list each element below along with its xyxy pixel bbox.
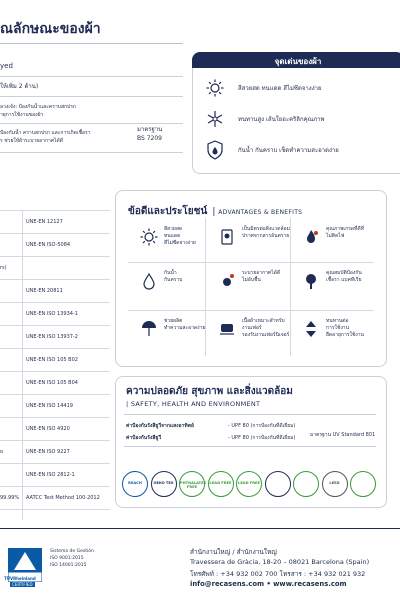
grid-divider	[205, 218, 206, 356]
footer-office: สำนักงานใหญ่ / สำนักงานใหญ่	[190, 548, 277, 556]
spec-standard: UNE-EN ISO 9227	[26, 449, 70, 455]
divider	[124, 414, 376, 415]
spec-standard: UNE-EN ISO 13937-2	[26, 334, 78, 340]
hands-icon	[218, 320, 236, 338]
spec-standard: UNE-EN ISO 13934-1	[26, 311, 78, 317]
advantage-line: รองรับงานเฟอร์นิเจอร์	[242, 332, 290, 338]
badge-label: LEAD FREE	[238, 481, 260, 485]
grid-divider	[128, 262, 374, 263]
recycle-badge	[293, 471, 319, 497]
row-divider	[0, 509, 110, 510]
advantage-line: กันน้ำ	[164, 270, 177, 276]
cert-brand: TÜVRheinland	[4, 576, 36, 581]
advantages-title-en: ADVANTAGES & BENEFITS	[218, 209, 303, 216]
header-divider	[0, 43, 183, 44]
spec-standard: UNE-EN ISO 14419	[26, 403, 73, 409]
row-divider	[0, 417, 110, 418]
highlight-text: กันน้ำ กันคราบ เช็ดทำความสะอาดง่าย	[238, 147, 339, 154]
advantage-line: กันคราบ	[164, 277, 183, 283]
page-title: ณลักษณะของผ้า	[0, 21, 101, 37]
oeko-tex-badge	[151, 471, 177, 497]
footer-phone: โทรศัพท์ : +34 932 002 700 โทรสาร : +34 932 021 932	[190, 570, 366, 578]
greenguard-badge	[350, 471, 376, 497]
lead-free-badge-2	[236, 471, 262, 497]
cert-line-2: ISO 14001:2015	[50, 563, 87, 568]
advantage-line: สีไม่ซีดจางง่าย	[164, 240, 196, 246]
spec-standard: AATCC Test Method 100-2012	[26, 495, 100, 501]
advantage-line: ทนทานต่อ	[326, 318, 349, 324]
spec-standard: UNE-EN ISO-5084	[26, 242, 71, 248]
phthalates-free-badge	[179, 471, 205, 497]
uv-standard: มาตรฐาน UV Standard 801	[310, 432, 376, 438]
reach-badge	[122, 471, 148, 497]
fire-icon	[302, 228, 320, 246]
uv-row-1-value: - UPF 80 (การป้องกันที่ดีเยี่ยม)	[228, 423, 296, 429]
badge-label: REACH	[128, 481, 142, 485]
divider	[124, 446, 376, 447]
badge-label	[351, 472, 375, 481]
advantage-line: คุณสมบัติป้องกัน	[326, 270, 362, 276]
divider	[0, 123, 183, 124]
footer-address: Travessera de Gràcia, 18-20 – 08021 Barcelona (Spain)	[190, 558, 370, 566]
row-divider	[0, 325, 110, 326]
advantage-line: ทำความสะอาดง่าย	[164, 325, 206, 331]
cert-line-1: ISO 9001:2015	[50, 556, 84, 561]
advantage-line: เป็นมิตรต่อสิ่งแวดล้อม	[242, 226, 290, 232]
uv-row-2-value: - UPF 80 (การป้องกันที่ดีเยี่ยม)	[228, 435, 296, 441]
advantage-line: การใช้งาน	[326, 325, 350, 331]
header-text-a1: ลวงเจ้ง: ป้องกันน้ำและคราบสกปรก	[0, 104, 76, 110]
row-divider	[0, 486, 110, 487]
row-divider	[0, 348, 110, 349]
spec-standard: UNE-EN 20811	[26, 288, 63, 294]
water-shield-icon	[206, 140, 224, 160]
advantage-line: เชื้อรา แบคทีเรีย	[326, 277, 362, 283]
leed-badge	[322, 471, 348, 497]
advantage-line: ช่วยผลิต	[164, 318, 183, 324]
badge-label: OEKO TEX	[153, 481, 174, 485]
badge-label: PHTHALATES FREE	[180, 481, 207, 489]
divider	[0, 152, 183, 153]
badge-label: LEED	[329, 481, 340, 485]
doc-badge	[265, 471, 291, 497]
row-divider	[0, 394, 110, 395]
row-divider	[0, 233, 110, 234]
row-divider	[0, 302, 110, 303]
header-text-a2: ายุการใช้งานของผ้า	[0, 112, 44, 118]
certificate-icon	[218, 228, 236, 246]
badge-label: LEAD FREE	[209, 481, 232, 485]
spec-standard: UNE-EN ISO 4920	[26, 426, 70, 432]
standard-label: มาตรฐาน	[137, 126, 163, 133]
advantages-title-th: ข้อดีและประโยชน์	[128, 206, 208, 217]
standard-code: BS 7209	[137, 135, 162, 142]
header-text-b1: ป้องกันน้ำ คราบสกปรก และการเกิดเชื้อรา	[0, 130, 91, 136]
spec-standard: UNE-EN ISO 105 B04	[26, 380, 78, 386]
row-divider	[0, 256, 110, 257]
header-line-1: yed	[0, 62, 13, 70]
cert-word: CERTIFIED	[12, 582, 33, 587]
umbrella-icon	[140, 320, 158, 338]
drop-icon	[140, 272, 158, 290]
badge-label	[266, 472, 290, 481]
highlight-text: สีสวยสด ทนแดด สีไม่ซีดจางง่าย	[238, 85, 322, 92]
spec-standard: UNE-EN ISO 105 B02	[26, 357, 78, 363]
divider	[0, 76, 183, 77]
tree-icon	[302, 272, 320, 290]
footer-divider	[0, 528, 400, 529]
advantage-line: ทนแดด	[164, 233, 181, 239]
cert-title: Sistema de Gestión	[50, 549, 94, 554]
spec-standard: UNE-EN ISO 2812-1	[26, 472, 75, 478]
row-divider	[0, 371, 110, 372]
header-text-b2: ร ช่วยให้ผ้าระบายอากาศได้ดี	[0, 138, 63, 144]
advantage-line: งานเฟอร์	[242, 325, 262, 331]
advantage-line: ยืดอายุการใช้งาน	[326, 332, 364, 338]
uv-row-2-label: ค่าป้องกันรังสียูวี	[126, 435, 162, 441]
divider	[0, 96, 183, 97]
row-divider	[0, 463, 110, 464]
lead-free-badge	[208, 471, 234, 497]
grid-divider	[128, 310, 374, 311]
advantage-line: ไม่อับชื้น	[242, 277, 261, 283]
advantage-line: ไม่ติดไฟ	[326, 233, 345, 239]
row-divider	[0, 279, 110, 280]
grid-divider	[290, 218, 291, 356]
title-separator: |	[212, 207, 219, 217]
sun-icon	[206, 79, 224, 97]
badge-label	[294, 472, 318, 481]
safety-title-en: | SAFETY, HEALTH AND ENVIRONMENT	[126, 400, 261, 408]
spec-left: o	[0, 449, 4, 455]
footer-web[interactable]: info@recasens.com • www.recasens.com	[190, 580, 347, 588]
advantage-line: ระบายอากาศได้ดี	[242, 270, 281, 276]
advantage-line: สีสวยสด	[164, 226, 183, 232]
mold-icon	[218, 272, 236, 290]
advantages-title	[128, 199, 302, 219]
highlights-title: จุดเด่นของผ้า	[274, 57, 322, 66]
highlight-text: ทนทานสูง เส้นใยอะคริลิกคุณภาพ	[238, 116, 325, 123]
uv-row-1-label: ค่าป้องกันรังสียูวีจากแสงอาทิตย์	[126, 423, 194, 429]
header-line-2: ให้เพิ่ม 2 ด้าน)	[0, 83, 39, 90]
arrows-icon	[302, 320, 320, 338]
sun-icon	[140, 228, 158, 246]
advantage-line: คุณภาพเกรดที่ดีที่	[326, 226, 364, 232]
spec-standard: UNE-EN 12127	[26, 219, 63, 225]
spec-left: 99.99%	[0, 495, 20, 501]
advantage-line: เนื้อผ้าเหมาะสำหรับ	[242, 318, 285, 324]
advantage-line: ปราศจากสารอันตราย	[242, 233, 290, 239]
spec-left: rs)	[0, 265, 7, 271]
safety-title-th: ความปลอดภัย สุขภาพ และสิ่งแวดล้อม	[126, 386, 293, 397]
row-divider	[0, 440, 110, 441]
snowflake-icon	[206, 110, 224, 128]
safety-title-en-text: SAFETY, HEALTH AND ENVIRONMENT	[130, 400, 261, 408]
